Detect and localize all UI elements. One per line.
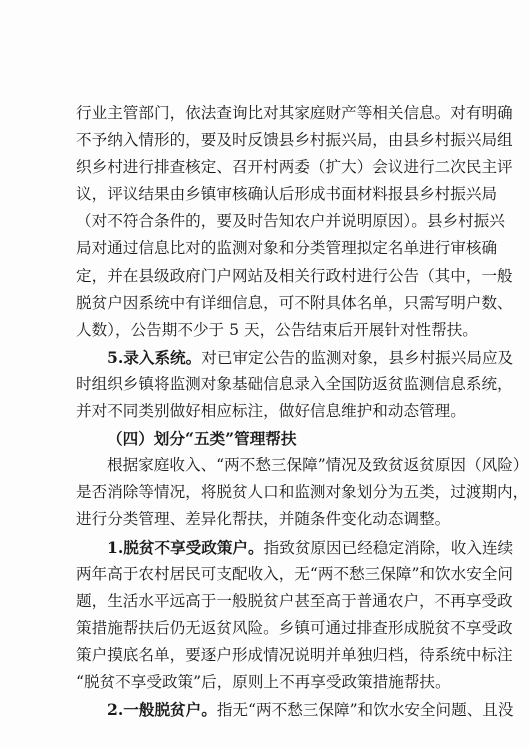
text-line: 不予纳入情形的，要及时反馈县乡村振兴局，由县乡村振兴局组 xyxy=(76,131,513,150)
text-line: 并对不同类别做好相应标注，做好信息维护和动态管理。 xyxy=(76,402,466,421)
section-heading: （四）划分“五类”管理帮扶 xyxy=(107,429,297,449)
text-line: 策户摸底名单，要逐户形成情况说明并单独归档，待系统中标注 xyxy=(76,645,513,664)
text-line: 是否消除等情况，将脱贫人口和监测对象划分为五类，过渡期内， xyxy=(76,483,529,502)
text-line: 局对通过信息比对的监测对象和分类管理拟定名单进行审核确 xyxy=(76,239,498,258)
text-line: 织乡村进行排查核定、召开村两委（扩大）会议进行二次民主评 xyxy=(76,158,513,177)
item-2-text: 指无“两不愁三保障”和饮水安全问题、且没 xyxy=(216,701,514,720)
text-line: 题，生活水平远高于一般脱贫户甚至高于普通农户，不再享受政 xyxy=(76,591,513,610)
item-5-title: 5.录入系统。 xyxy=(107,347,202,367)
text-line: 人数），公告期不少于 5 天，公告结束后开展针对性帮扶。 xyxy=(76,320,478,339)
item-1-first-line xyxy=(76,534,514,561)
text-line: 时组织乡镇将监测对象基础信息录入全国防返贫监测信息系统， xyxy=(76,374,513,393)
text-line: 议，评议结果由乡镇审核确认后形成书面材料报县乡村振兴局 xyxy=(76,185,498,204)
item-2-first-line xyxy=(76,696,514,723)
text-line: 两年高于农村居民可支配收入，无“两不愁三保障”和饮水安全问 xyxy=(76,564,513,583)
document-body xyxy=(76,100,529,723)
item-5-first-line xyxy=(76,344,514,371)
item-1-text: 指致贫原因已经稳定消除，收入连续 xyxy=(263,538,514,557)
text-line: 根据家庭收入、“两不愁三保障”情况及致贫返贫原因（风险） xyxy=(107,456,529,475)
text-line: “脱贫不享受政策”后，原则上不再享受政策措施帮扶。 xyxy=(76,672,451,691)
item-5-text: 对已审定公告的监测对象，县乡村振兴局应及 xyxy=(201,348,514,367)
text-line: 策措施帮扶后仍无返贫风险。乡镇可通过排查形成脱贫不享受政 xyxy=(76,618,513,637)
text-line: 定，并在县级政府门户网站及相关行政村进行公告（其中，一般 xyxy=(76,266,513,285)
item-2-title: 2.一般脱贫户。 xyxy=(107,700,217,720)
text-line: 进行分类管理、差异化帮扶，并随条件变化动态调整。 xyxy=(76,510,451,529)
text-line: 脱贫户因系统中有详细信息，可不附具体名单，只需写明户数、 xyxy=(76,293,513,312)
text-line: （对不符合条件的，要及时告知农户并说明原因）。县乡村振兴 xyxy=(76,212,505,231)
item-1-title: 1.脱贫不享受政策户。 xyxy=(107,537,264,557)
text-line: 行业主管部门，依法查询比对其家庭财产等相关信息。对有明确 xyxy=(76,104,513,122)
